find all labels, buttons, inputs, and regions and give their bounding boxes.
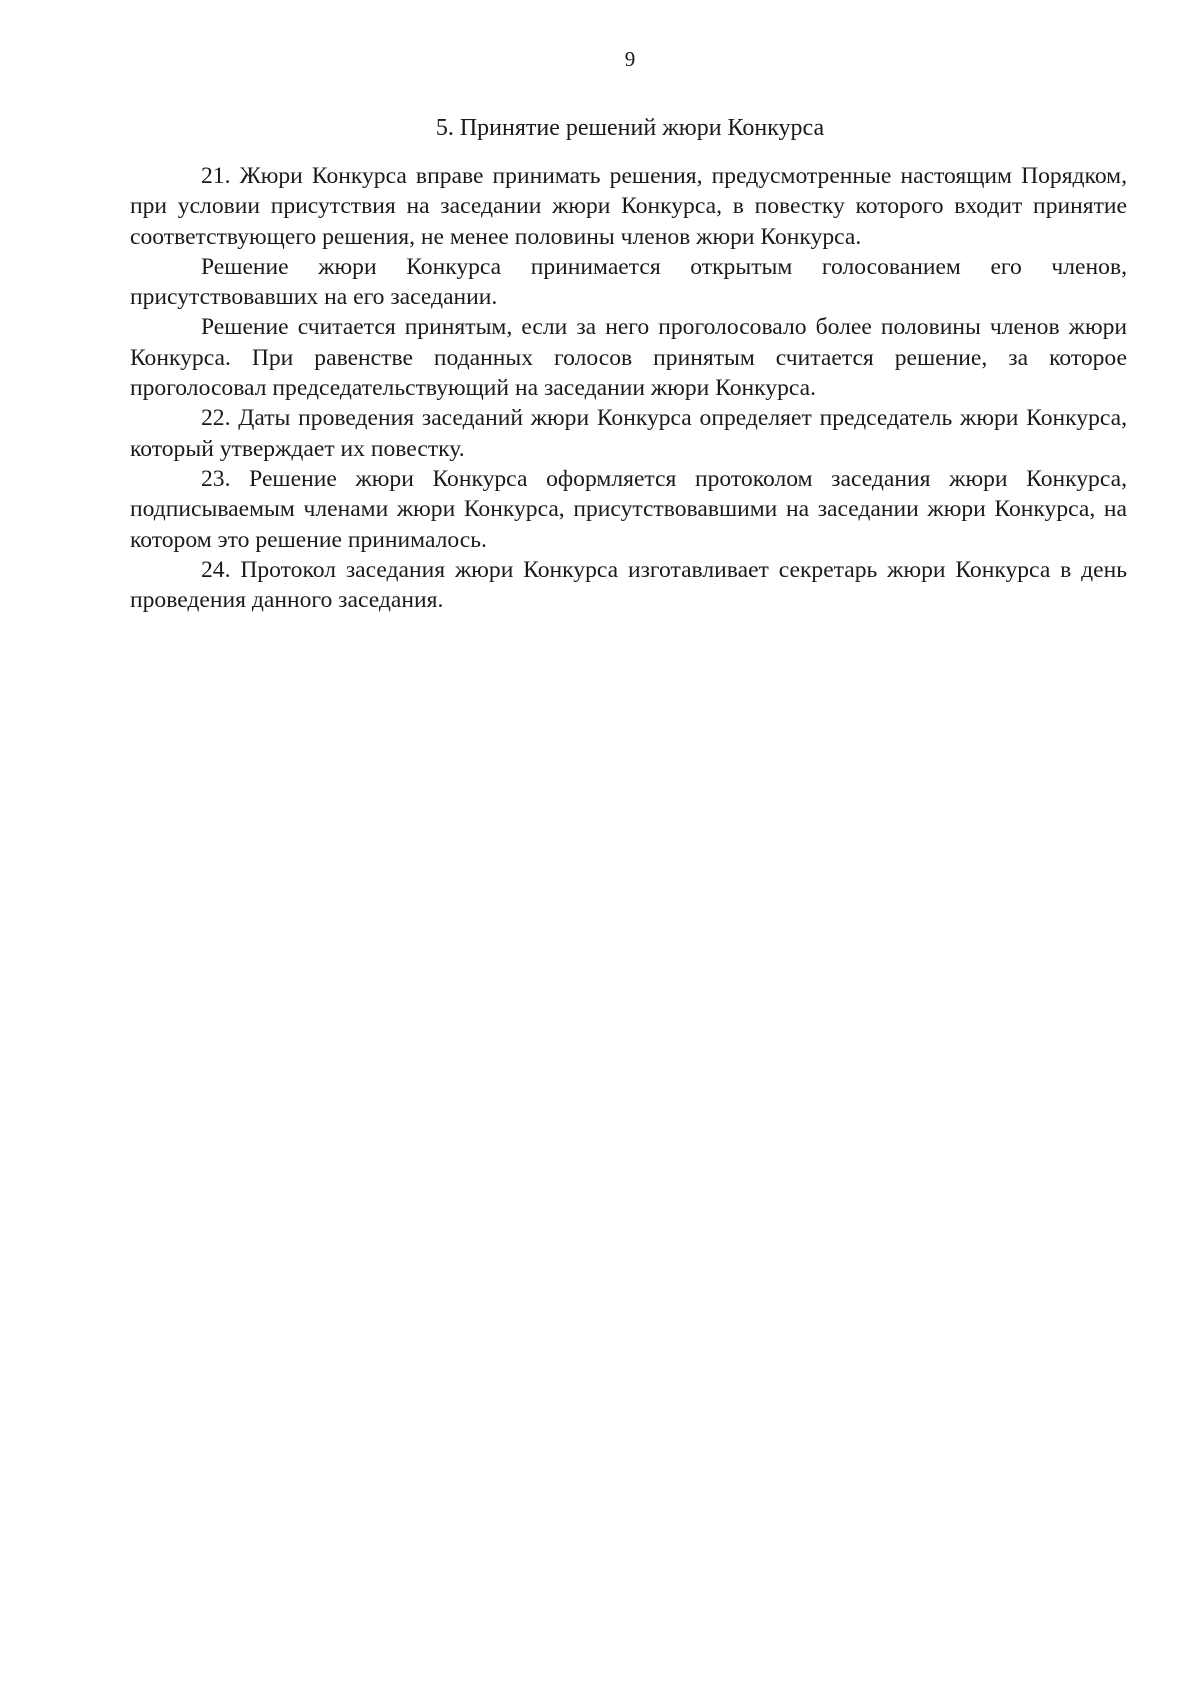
paragraph-22: 22. Даты проведения заседаний жюри Конкурса определяет председатель жюри Конкурса, который утверждает их повестку. <box>130 405 1127 462</box>
section-title: 5. Принятие решений жюри Конкурса <box>435 115 825 141</box>
paragraph-21-decision: Решение считается принятым, если за него проголосовало более половины членов жюри Конкурса. При равенстве поданных голосов принятым считается решение, за которое проголосовал председательствующий на заседании жюри Конкурса. <box>130 314 1127 402</box>
paragraph-24: 24. Протокол заседания жюри Конкурса изготавливает секретарь жюри Конкурса в день проведения данного заседания. <box>130 556 1127 614</box>
paragraph-21-voting: Решение жюри Конкурса принимается открытым голосованием его членов, присутствовавших на его заседании. <box>130 253 1127 311</box>
page-number: 9 <box>624 47 636 71</box>
document-body <box>130 161 1127 615</box>
paragraph-21: 21. Жюри Конкурса вправе принимать решения, предусмотренные настоящим Порядком, при условии присутствия на заседании жюри Конкурса, в повестку которого входит принятие соответствующего решения, не менее половины членов жюри Конкурса. <box>130 163 1127 250</box>
paragraph-23: 23. Решение жюри Конкурса оформляется протоколом заседания жюри Конкурса, подписываемым членами жюри Конкурса, присутствовавшими на заседании жюри Конкурса, на котором это решение принималось. <box>130 465 1127 553</box>
